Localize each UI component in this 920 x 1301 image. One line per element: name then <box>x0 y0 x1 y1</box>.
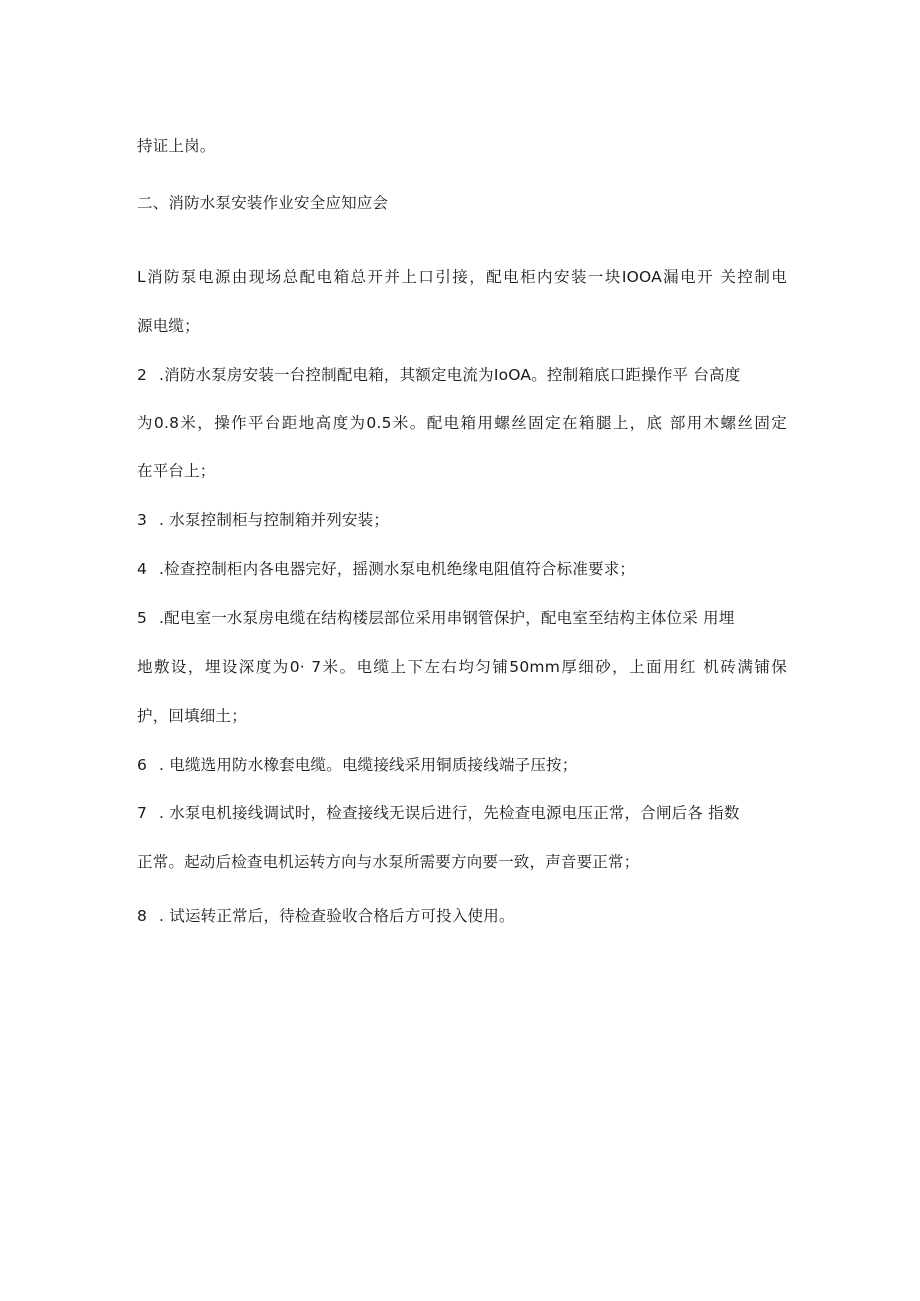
paragraph-text: 在平台上； <box>137 462 216 480</box>
item-number: 6 <box>137 756 148 774</box>
list-item <box>137 559 787 579</box>
section-heading <box>137 193 787 213</box>
paragraph-text: 正常。起动后检查电机运转方向与水泵所需要方向要一致，声音要正常； <box>137 853 640 871</box>
list-item <box>137 803 787 823</box>
list-item <box>137 365 787 385</box>
paragraph-text: .配电室一水泵房电缆在结构楼层部位采用串钢管保护，配电室至结构主体位采 用埋 <box>159 609 735 627</box>
heading-text: 二、消防水泵安装作业安全应知应会 <box>137 194 389 212</box>
paragraph-text: 源电缆； <box>137 317 200 335</box>
text-line <box>137 413 787 433</box>
item-number: 2 <box>137 366 148 384</box>
text-line <box>137 461 787 481</box>
paragraph-text: . 电缆选用防水橡套电缆。电缆接线采用铜质接线端子压按； <box>159 756 578 774</box>
item-number: 5 <box>137 609 148 627</box>
item-number: 4 <box>137 560 148 578</box>
paragraph-text: . 水泵电机接线调试时，检查接线无误后进行，先检查电源电压正常，合闸后各 指数 <box>159 804 740 822</box>
paragraph-text: 地敷设，埋设深度为0· 7米。电缆上下左右均匀铺50mm厚细砂，上面用红 机砖满铺保 <box>137 658 787 676</box>
paragraph-text: . 试运转正常后，待检查验收合格后方可投入使用。 <box>159 907 515 925</box>
paragraph-text: L消防泵电源由现场总配电箱总开并上口引接，配电柜内安装一块IOOA漏电开 关控制电 <box>137 268 787 286</box>
paragraph-text: 持证上岗。 <box>137 137 216 155</box>
item-number: 7 <box>137 804 148 822</box>
text-line <box>137 706 787 726</box>
text-line <box>137 657 787 677</box>
text-line <box>137 852 787 872</box>
item-number: 8 <box>137 907 148 925</box>
list-item <box>137 510 787 530</box>
paragraph-text: .检查控制柜内各电器完好，摇测水泵电机绝缘电阻值符合标准要求； <box>159 560 636 578</box>
paragraph-text: 为0.8米，操作平台距地高度为0.5米。配电箱用螺丝固定在箱腿上，底 部用木螺丝固定 <box>137 414 787 432</box>
list-item <box>137 755 787 775</box>
paragraph-text: .消防水泵房安装一台控制配电箱，其额定电流为IoOA。控制箱底口距操作平 台高度 <box>159 366 741 384</box>
text-line <box>137 136 787 156</box>
text-line <box>137 267 787 287</box>
paragraph-text: 护，回填细土； <box>137 707 247 725</box>
paragraph-text: . 水泵控制柜与控制箱并列安装； <box>159 511 390 529</box>
item-number: 3 <box>137 511 148 529</box>
list-item <box>137 608 787 628</box>
text-line <box>137 316 787 336</box>
list-item <box>137 906 787 926</box>
